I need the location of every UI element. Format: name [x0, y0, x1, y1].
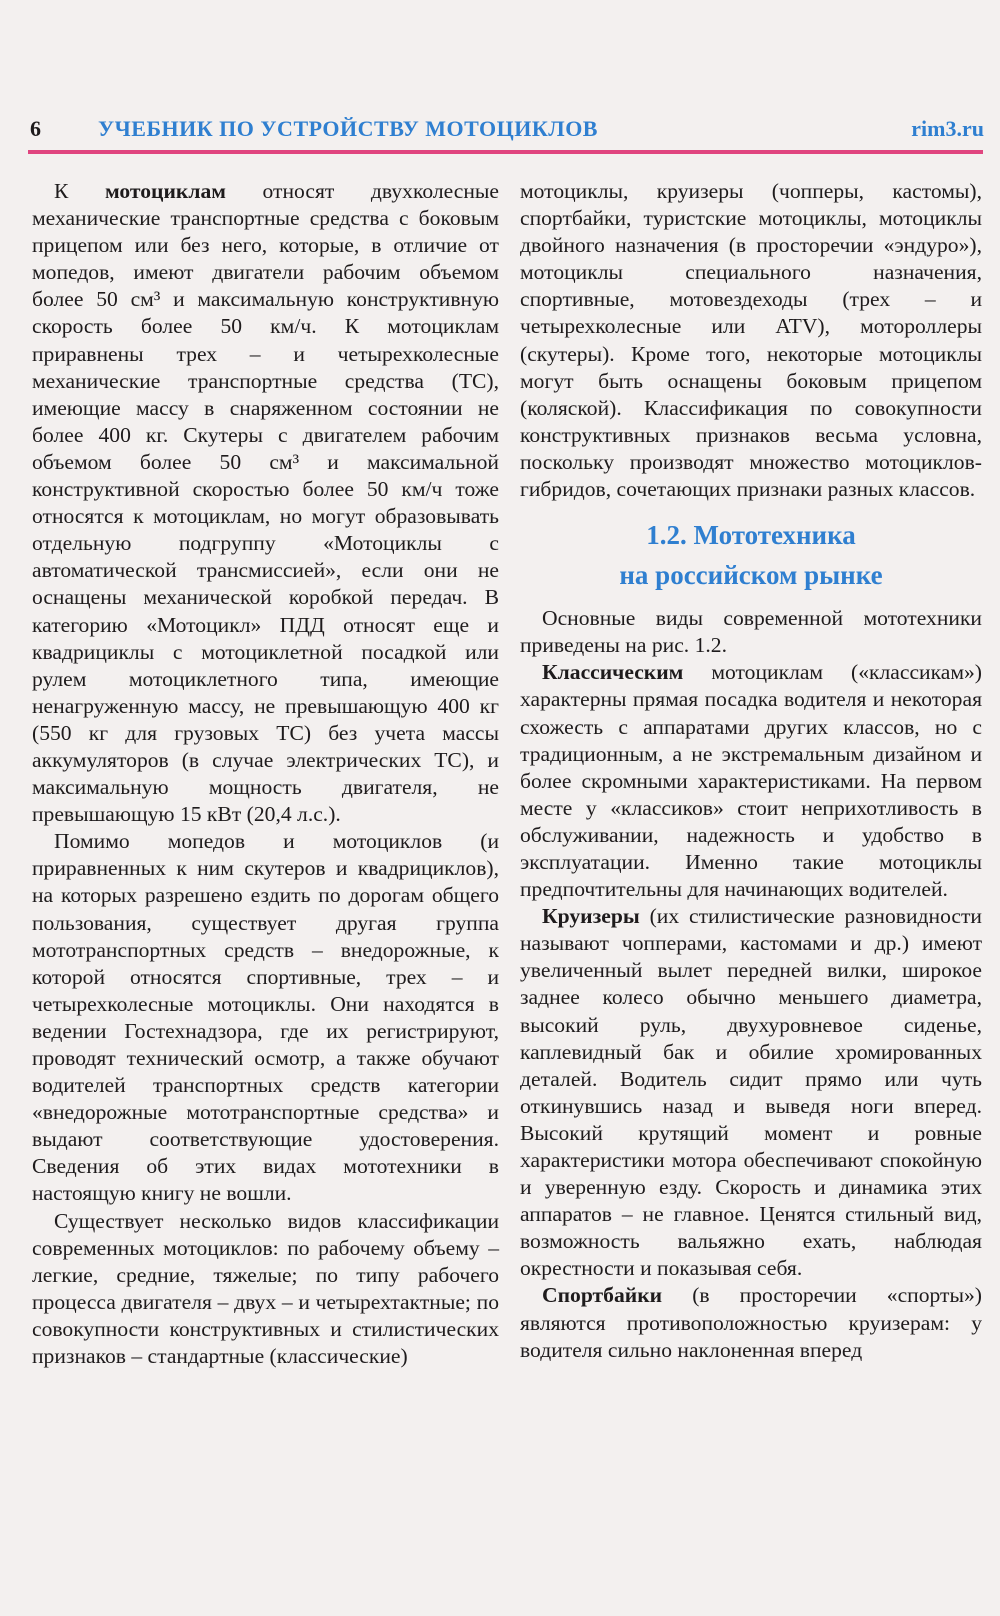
- page-number: 6: [30, 116, 41, 141]
- paragraph-offroad-vehicles: Помимо мопедов и мотоциклов (и приравненных к ним скутеров и квадрициклов), на которых разрешено ездить по дорогам общего пользования, существует другая группа мототранспортных средств – внедорожные, к которой относятся спортивные, трех – и четырехколесные мотоциклы. Они находятся в ведении Гостехнадзора, где их регистрируют, проводят технический осмотр, а также обучают водителей транспортных средств категории «внедорожные мототранспортные средства» и выдают соответствующие удостоверения. Сведения об этих видах мототехники в настоящую книгу не вошли.: [32, 829, 499, 1206]
- book-title: УЧЕБНИК ПО УСТРОЙСТВУ МОТОЦИКЛОВ: [98, 116, 598, 141]
- section-title-line-2: на российском рынке: [619, 560, 883, 591]
- term-cruisers: Круизеры: [542, 904, 640, 929]
- text-run: мотоциклам («классикам») характерны прямая посадка водителя и некоторая схожесть с аппаратами других классов, но с традиционным, а не экстремальным дизайном и более скромными характеристиками. На первом месте у «классиков» стоит неприхотливость в обслуживании, надежность и удобство в эксплуатации. Именно такие мотоциклы предпочтительны для начинающих водителей.: [520, 660, 982, 902]
- paragraph-motorcycles-definition: [32, 178, 499, 828]
- right-column: [520, 178, 982, 1364]
- paragraph-classification-continued: мотоциклы, круизеры (чопперы, кастомы), спортбайки, туристские мотоциклы, мотоциклы двойного назначения (в просторечии «эндуро»), мотоциклы специального назначения, спортивные, мотовездеходы (трех – и четырехколесные или ATV), мотороллеры (скутеры). Кроме того, некоторые мотоциклы могут быть оснащены боковым прицепом (коляской). Классификация по совокупности конструктивных признаков весьма условна, поскольку производят множество мотоциклов-гибридов, сочетающих признаки разных классов.: [520, 179, 982, 502]
- paragraph-classification: Существует несколько видов классификации современных мотоциклов: по рабочему объему – легкие, средние, тяжелые; по типу рабочего процесса двигателя – двух – и четырехтактные; по совокупности конструктивных и стилистических признаков – стандартные (классические): [32, 1208, 499, 1369]
- left-column: [32, 178, 499, 1370]
- term-sportbikes: Спортбайки: [542, 1283, 663, 1308]
- header-divider: [28, 150, 983, 154]
- section-title-line-1: 1.2. Мототехника: [646, 520, 856, 551]
- page-header: [0, 108, 1000, 148]
- term-classic: Классическим: [542, 660, 684, 685]
- text-run: относят двухколесные механические транспортные средства с боковым прицепом или без него, которые, в отличие от мопедов, имеют двигатели рабочим объемом более 50 см³ и максимальную конструктивную скорость более 50 км/ч. К мотоциклам приравнены трех – и четырехколесные механические транспортные средства (ТС), имеющие массу в снаряженном состоянии не более 400 кг. Скутеры с двигателем рабочим объемом более 50 см³ и максимальной конструктивной скоростью более 50 км/ч тоже относятся к мотоциклам, но могут образовывать отдельную подгруппу «Мотоциклы с автоматической трансмиссией», если они не оснащены механической коробкой передач. В категорию «Мотоцикл» ПДД относят еще и квадрициклы с мотоциклетной посадкой или рулем мотоциклетного типа, имеющие ненагруженную массу, не превышающую 400 кг (550 кг для грузовых ТС) без учета массы аккумуляторов (в случае электрических ТС), и максимальную мощность двигателя, не превышающую 15 кВт (20,4 л.с.).: [32, 179, 499, 827]
- paragraph-sportbikes: [520, 1282, 982, 1363]
- paragraph-intro: Основные виды современной мототехники приведены на рис. 1.2.: [520, 606, 982, 658]
- paragraph-cruisers: [520, 903, 982, 1282]
- paragraph-classic: [520, 659, 982, 903]
- site-name: rim3.ru: [911, 116, 984, 141]
- section-title: [520, 515, 982, 595]
- term-motorcycles: мотоциклам: [104, 179, 226, 203]
- text-run: К: [54, 179, 105, 203]
- text-run: (в просторечии «спорты») являются противоположностью круизерам: у водителя сильно наклоненная вперед: [520, 1283, 982, 1362]
- text-run: (их стилистические разновидности называют чопперами, кастомами и др.) имеют увеличенный вылет передней вилки, широкое заднее колесо обычно меньшего диаметра, высокий руль, двухуровневое сиденье, каплевидный бак и обилие хромированных деталей. Водитель сидит прямо или чуть откинувшись назад и выведя ноги вперед. Высокий крутящий момент и ровные характеристики мотора обеспечивают спокойную и уверенную езду. Скорость и динамика этих аппаратов – не главное. Ценятся стильный вид, возможность вальяжно ехать, наблюдая окрестности и показывая себя.: [520, 904, 982, 1281]
